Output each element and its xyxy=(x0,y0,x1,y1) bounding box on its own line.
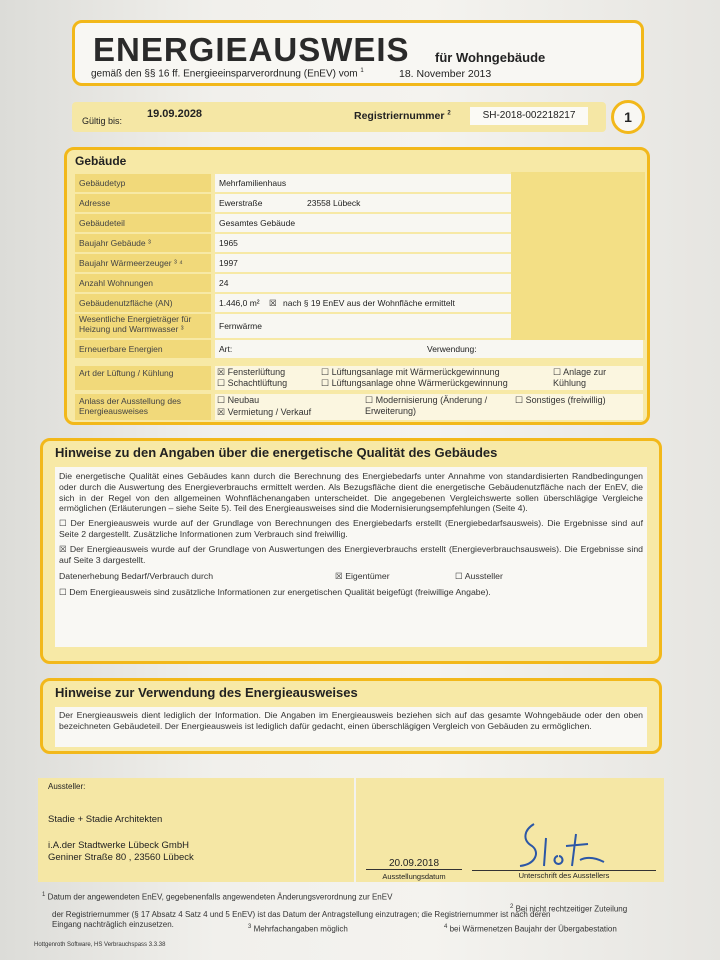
signature-box xyxy=(356,778,664,882)
ventilation-row xyxy=(75,366,643,390)
option-bedarf[interactable]: ☐ Der Energieausweis wurde auf der Grundlage von Berechnungen des Energiebedarfs erstellt (Energiebedarfsausweis). Die Ergebnisse sind auf Seite 2 dargestellt. Zusätzliche Informationen zum Verbrauch sind freiwillig. xyxy=(59,518,643,539)
issuer-box xyxy=(38,778,354,882)
building-row-value: 1997 xyxy=(215,254,511,272)
option-verbrauch[interactable]: ☒ Der Energieausweis wurde auf der Grundlage von Auswertungen des Energieverbrauchs erstellt (Energieverbrauchsausweis). Die Ergebnisse sind auf Seite 3 dargestellt. xyxy=(59,543,643,565)
valid-until-date: 19.09.2028 xyxy=(147,108,203,120)
building-row-value2: Verwendung: xyxy=(427,344,477,354)
building-row-label: Gebäudeteil xyxy=(75,214,211,232)
issuer-line3: Geniner Straße 80 , 23560 Lübeck xyxy=(48,852,194,863)
issue-date-label: Ausstellungsdatum xyxy=(382,872,446,881)
checkbox-wohnflaeche[interactable]: ☒ xyxy=(269,298,277,308)
checkbox-modernisierung[interactable]: ☐ Modernisierung (Änderung / Erweiterung) xyxy=(365,395,488,416)
building-row-label: Gebäudenutzfläche (AN) xyxy=(75,294,211,312)
checkbox-lueftungsanlage-ohne[interactable]: ☐ Lüftungsanlage ohne Wärmerückgewinnung xyxy=(321,378,508,388)
building-row-label: Baujahr Wärmeerzeuger ³ ⁴ xyxy=(75,254,211,272)
building-section-title: Gebäude xyxy=(75,154,127,168)
checkbox-kuehlung[interactable]: ☐ Anlage zur Kühlung xyxy=(553,367,607,388)
checkbox-lueftungsanlage-mit[interactable]: ☐ Lüftungsanlage mit Wärmerückgewinnung xyxy=(321,367,500,377)
law-reference: gemäß den §§ 16 ff. Energieeinsparverordnung (EnEV) vom $^1$ xyxy=(91,68,364,80)
building-row-value: Ewerstraße 23558 Lübeck xyxy=(215,194,511,212)
ventilation-label: Art der Lüftung / Kühlung xyxy=(75,366,211,390)
photo-placeholder xyxy=(511,172,645,340)
document-title: ENERGIEAUSWEIS xyxy=(93,31,410,68)
footnote-1: $^1$ Datum der angewendeten EnEV, gegebenenfalls angewendeten Änderungsverordnung zur EnEV xyxy=(42,892,393,902)
issuer-line1: Stadie + Stadie Architekten xyxy=(48,814,163,825)
building-row-label: Baujahr Gebäude ³ xyxy=(75,234,211,252)
data-collection-row: Datenerhebung Bedarf/Verbrauch durch ☒ Eigentümer ☐ Aussteller xyxy=(59,571,503,582)
notes-title: Hinweise zu den Angaben über die energetische Qualität des Gebäudes xyxy=(55,445,498,460)
building-section xyxy=(64,147,650,425)
registration-number: SH-2018-002218217 xyxy=(470,107,588,125)
footnote-2: $^2$ Bei nicht rechtzeitiger Zuteilung xyxy=(510,904,628,914)
notes-body: Die energetische Qualität eines Gebäudes kann durch die Berechnung des Energiebedarfs unter Annahme von standardisierten Randbedingungen oder durch die Auswertung des Energieverbrauchs ermittelt werden. Als Bezugsfläche dient die energetische Gebäudenutzfläche nach der EnEV, die sich in der Regel von den allgemeinen Wohnflächenangaben unterscheidet. Die angegebenen Vergleichswerte sollen überschlägige Vergleiche ermöglichen (Erläuterungen – siehe Seite 5). Teil des Energieausweises sind die Modernisierungsempfehlungen (Seite 4). ☐ Der Energieausweis wurde auf der Grundlage von Berechnungen des Energiebedarfs erstellt (Energiebedarfsausweis). Die Ergebnisse sind auf Seite 2 dargestellt. Zusätzliche Informationen zum Verbrauch sind freiwillig. ☒ Der Energieausweis wurde auf der Grundlage von Auswertungen des Energieverbrauchs erstellt (Energieverbrauchsausweis). Die Ergebnisse sind auf Seite 3 dargestellt. Datenerhebung Bedarf/Verbrauch durch ☒ Eigentümer ☐ Aussteller ☐ Dem Energieausweis sind zusätzliche Informationen zur energetischen Qualität beigefügt (freiwillige Angabe). xyxy=(55,467,647,647)
checkbox-eigentuemer[interactable]: ☒ Eigentümer xyxy=(335,571,390,582)
footnote-3: $^3$ Mehrfachangaben möglich xyxy=(248,924,348,934)
building-row-value: Art: Verwendung: xyxy=(215,340,643,358)
building-row-value2: 23558 Lübeck xyxy=(307,198,361,208)
building-row-label: Gebäudetyp xyxy=(75,174,211,192)
building-row-value: Gesamtes Gebäude xyxy=(215,214,511,232)
usage-title: Hinweise zur Verwendung des Energieausweises xyxy=(55,685,358,700)
registration-label: Registriernummer $^2$ xyxy=(354,110,451,122)
checkbox-vermietung[interactable]: ☒ Vermietung / Verkauf xyxy=(217,407,312,417)
signature-label: Unterschrift des Ausstellers xyxy=(472,870,656,880)
usage-body: Der Energieausweis dient lediglich der Information. Die Angaben im Energieausweis beziehen sich auf das gesamte Wohngebäude oder den oben bezeichneten Gebäudeteil. Der Energieausweis ist lediglich dafür gedacht, einen überschlägigen Vergleich von Gebäuden zu ermöglichen. xyxy=(55,707,647,747)
checkbox-fensterlueftung[interactable]: ☒ Fensterlüftung xyxy=(217,367,286,377)
validity-bar xyxy=(72,102,606,132)
footnote-1b: der Registriernummer (§ 17 Absatz 4 Satz 4 und 5 EnEV) ist das Datum der Antragstellung einzutragen; die Registriernummer ist nach deren xyxy=(52,910,551,919)
building-row-label: Wesentliche Energieträger für Heizung und Warmwasser ³ xyxy=(75,314,211,338)
building-row-value: Fernwärme xyxy=(215,314,511,338)
building-row-value: Mehrfamilienhaus xyxy=(215,174,511,192)
building-row-value2: nach § 19 EnEV aus der Wohnfläche ermittelt xyxy=(283,298,455,308)
usage-section xyxy=(40,678,662,754)
footnote-1c: Eingang nachträglich einzusetzen. xyxy=(52,920,174,929)
occasion-row xyxy=(75,394,643,420)
building-row-label: Anzahl Wohnungen xyxy=(75,274,211,292)
building-row-value: 24 xyxy=(215,274,511,292)
occasion-label: Anlass der Ausstellung des Energieausweises xyxy=(75,394,211,420)
issuer-line2: i.A.der Stadtwerke Lübeck GmbH xyxy=(48,840,189,851)
building-row-label: Erneuerbare Energien xyxy=(75,340,211,358)
checkbox-sonstiges[interactable]: ☐ Sonstiges (freiwillig) xyxy=(515,395,606,405)
document-subtitle: für Wohngebäude xyxy=(435,50,546,65)
option-additional-info[interactable]: ☐ Dem Energieausweis sind zusätzliche Informationen zur energetischen Qualität beigefügt (freiwillige Angabe). xyxy=(59,587,491,598)
footnote-4: $^4$ bei Wärmenetzen Baujahr der Übergabestation xyxy=(444,924,617,934)
notes-section xyxy=(40,438,662,664)
checkbox-aussteller[interactable]: ☐ Aussteller xyxy=(455,571,503,582)
header-box xyxy=(72,20,644,86)
law-date: 18. November 2013 xyxy=(399,68,492,80)
valid-until-label: Gültig bis: xyxy=(82,116,123,126)
building-row-value: 1965 xyxy=(215,234,511,252)
building-row-value: 1.446,0 m² nach § 19 EnEV aus der Wohnfläche ermittelt ☒ xyxy=(215,294,511,312)
signature-icon xyxy=(506,816,626,872)
building-row-label: Adresse xyxy=(75,194,211,212)
issue-date: 20.09.2018 xyxy=(366,858,462,870)
checkbox-schachtlueftung[interactable]: ☐ Schachtlüftung xyxy=(217,378,288,388)
checkbox-neubau[interactable]: ☐ Neubau xyxy=(217,395,260,405)
page-number-badge: 1 xyxy=(611,100,645,134)
issuer-label: Aussteller: xyxy=(48,782,86,791)
software-note: Hottgenroth Software, HS Verbrauchspass 3.3.38 xyxy=(34,942,166,948)
